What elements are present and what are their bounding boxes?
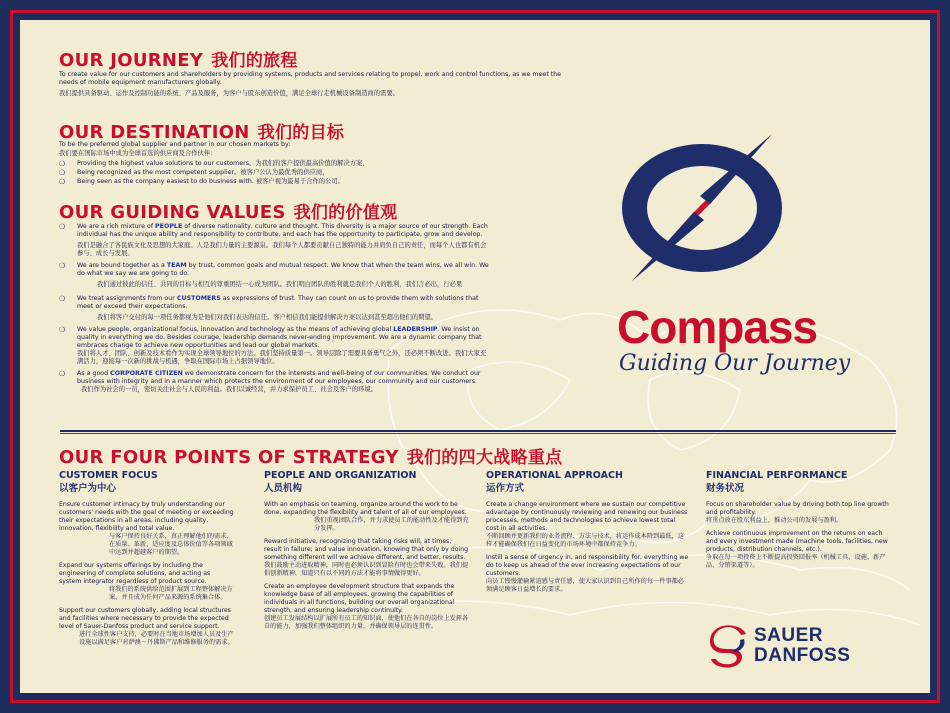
column-heading-cn: 人员机构 — [264, 483, 303, 494]
journey-text: To create value for our customers and shareholders by providing systems, products and services relating to propel, work and control functions, as we meet the needs of mobile equipment manufacturers globally. — [59, 71, 562, 86]
brand-tagline: Guiding Our Journey — [619, 351, 851, 376]
destination-intro-cn: 我们要在国际市场中成为全球首选的供应商及合作伙伴： — [59, 150, 217, 157]
destination-title: OUR DESTINATION 我们的目标 — [59, 122, 345, 143]
bullet-icon: ❍ — [59, 223, 66, 231]
column-paragraph: Create an employee development structure that expands the knowledge base of all employees, growing the capabilities of individuals in all functions, building our overall organizational strength, and ensuring leadership continuity. 创建员工发展结构以扩展所有员工的知识面，使他们在各自的岗位上发挥各自的能力，加强我们整体组织的力量，并确保领导层的连贯性。 — [264, 583, 469, 630]
column-paragraph: Support our customers globally, adding local structures and facilities where necessary to provide the expected level of Sauer-Danfoss product and service support. 进行全球性客户支持，必要时在当地市场增加人员及生产设施以满足客户对萨澳－丹佛斯产品和维修服务的需求。 — [59, 607, 234, 646]
column-paragraph: Instill a sense of urgency in, and responsibility for, everything we do to keep us ahead of the ever increasing expectations of our customers. 向员工慢慢灌输紧迫感与责任感，使大家认识到自己所作的每一件事都必须满足顾客日益增长的要求。 — [486, 554, 689, 593]
column-heading: PEOPLE AND ORGANIZATION — [264, 470, 417, 481]
column-heading: OPERATIONAL APPROACH — [486, 470, 623, 481]
company-name: SAUER DANFOSS — [754, 625, 851, 666]
strategy-column-operational — [486, 470, 690, 599]
column-paragraph: Focus on shareholder value by driving both top line growth and profitability. 将重点放在股东利益上，推动公司的发展与盈利。 — [706, 501, 889, 524]
column-heading: CUSTOMER FOCUS — [59, 470, 158, 481]
strategy-title: OUR FOUR POINTS OF STRATEGY 我们的四大战略重点 — [59, 447, 563, 468]
compass-logo-icon — [612, 116, 792, 296]
destination-list — [59, 160, 559, 187]
bullet-icon: ❍ — [59, 160, 66, 168]
list-item: ❍ Being recognized as the most competent supplier。被客户公认为最优秀的供应商， — [59, 169, 329, 177]
bullet-icon: ❍ — [59, 169, 66, 177]
list-item: ❍ We are a rich mixture of PEOPLE of diverse nationality, culture and thought. This diversity is a major source of our strength. Each individual has the unique ability and responsibility to contribute, and each has the opportunity to participate, grow and develop. 我们是融合了各民族文化及思想的大家庭。人是我们力量的主要源泉。我们每个人都要贡献自己独特的能力并肩负自己的责任，而每个人也都有机会参与、成长与发展。 — [59, 223, 488, 257]
list-item: ❍ We treat assignments from our CUSTOMERS as expressions of trust. They can count on us to provide them with solutions that meet or exceed their expectations. 我们将客户交付的每一项任务都视为是他们对我们表达的信任。客户相信我们能提供解决方案以达到甚至超出他们的期望。 — [59, 295, 479, 321]
column-heading-cn: 运作方式 — [486, 483, 525, 494]
strategy-column-people — [264, 470, 470, 636]
strategy-column-customer — [59, 470, 234, 652]
list-item: ❍ Being seen as the company easiest to do business with. 被客户视为最易于合作的公司。 — [59, 178, 344, 186]
values-title: OUR GUIDING VALUES 我们的价值观 — [59, 202, 398, 223]
destination-intro: To be the preferred global supplier and partner in our chosen markets by: — [59, 141, 291, 148]
list-item: ❍ Providing the highest value solutions to our customers。为我们的客户提供最高价值的解决方案， — [59, 160, 369, 168]
values-list — [59, 223, 491, 395]
journey-title: OUR JOURNEY 我们的旅程 — [59, 50, 298, 71]
sauer-danfoss-logo-icon — [710, 625, 750, 671]
section-divider-red — [60, 433, 896, 434]
column-paragraph: Ensure customer intimacy by truly understanding our customers' needs with the goal of meeting or exceeding their expectations in all areas, including quality, innovation, flexibility and total value. 与客户保持良好关系，真正理解他们的需求，在质量、革新、适应度及总体价值等各项领域中达到并超越客户的期望。 — [59, 501, 234, 556]
column-heading-cn: 以客户为中心 — [59, 483, 117, 494]
list-item: ❍ We value people, organizational focus, innovation and technology as the means of achieving global LEADERSHIP. We insist on quality in everything we do. Besides courage, leadership demands never-ending improvement. We are a dynamic company that embraces change to achieve new opportunities and lead our global markets. 我们将人才、团队、创新及技术看作为实现全球领导地位的方法。我们坚持质量第一。领导层除了需要具备勇气之外，还必须不断改进。我们大家充满活力，迎接每一次新的挑战与机遇，争取在国际市场上占据领导地位。 — [59, 326, 487, 365]
bullet-icon: ❍ — [59, 295, 66, 303]
brand-name: Compass — [617, 301, 818, 353]
column-paragraph: Achieve continuous improvement on the returns on each and every investment made (machine tools, facilities, new products, distribution channels, etc.). 争取在每一项投资上不断提高投资回报率（机械工具、设施、新产品、分销渠道等）。 — [706, 530, 888, 569]
column-paragraph: With an emphasis on teaming, organize around the work to be done, expanding the flexibility and talent of all of our employees. 我们重视团队合作，并力求使员工的能动性及才能得到充分发挥。 — [264, 501, 469, 532]
column-heading-cn: 财务状况 — [706, 483, 745, 494]
bullet-icon: ❍ — [59, 370, 66, 378]
bullet-icon: ❍ — [59, 178, 66, 186]
column-paragraph: Create a change environment where we sustain our competitive advantage by continuously reviewing and renewing our business processes, methods and technologies to achieve lowest total cost in all activities. 不断回顾并更新我们的业务流程、方法与技术，将运作成本降到最低，这样才能确保我们在日益变化的市场环境中都保持竞争力。 — [486, 501, 688, 548]
column-heading: FINANCIAL PERFORMANCE — [706, 470, 848, 481]
column-paragraph: Reward initiative, recognizing that taking risks will, at times, result in failure; and value innovation, knowing that only by doing something different will we achieve different, and better, results. 我们鼓励主动进取精神，同时也必须认识到冒险有时也会带来失败。我们提倡创新精神，知道只有以不同的方法才能将事情做得更好。 — [264, 538, 469, 577]
section-divider — [60, 430, 896, 432]
bullet-icon: ❍ — [59, 326, 66, 334]
bullet-icon: ❍ — [59, 262, 66, 270]
list-item: ❍ We are bound together as a TEAM by trust, common goals and mutual respect. We know that when the team wins, we all win. We do what we say we are going to do. 我们通过彼此的信任、共同的目标与相互的尊重团结一心成为团队。我们明白团队的胜利就是我们个人的胜利，我们言必出，行必果 — [59, 262, 489, 288]
journey-text-cn: 我们提供具备驱动、运作及控制功能的系统、产品及服务，为客户与股东创造价值，满足全球行走机械设备制造商的需要。 — [59, 90, 400, 97]
column-paragraph: Expand our systems offerings by including the engineering of complete solutions, and acting as system integrator regardless of product source. 将我们的系统供给范围扩展到工程整体解决方案，并且成为任何产品来源的系统集合体。 — [59, 562, 233, 601]
strategy-column-financial — [706, 470, 890, 575]
list-item: ❍ As a good CORPORATE CITIZEN we demonstrate concern for the interests and well-being of our communities. We conduct our business with integrity and in a manner which protects the environment of our employees, our community and our customers. 我们作为社会的一员，密切关注社会与人民的利益。我们以诚经营，并力求保护员工、社会及客户的环境。 — [59, 370, 481, 393]
poster-panel — [20, 20, 930, 693]
